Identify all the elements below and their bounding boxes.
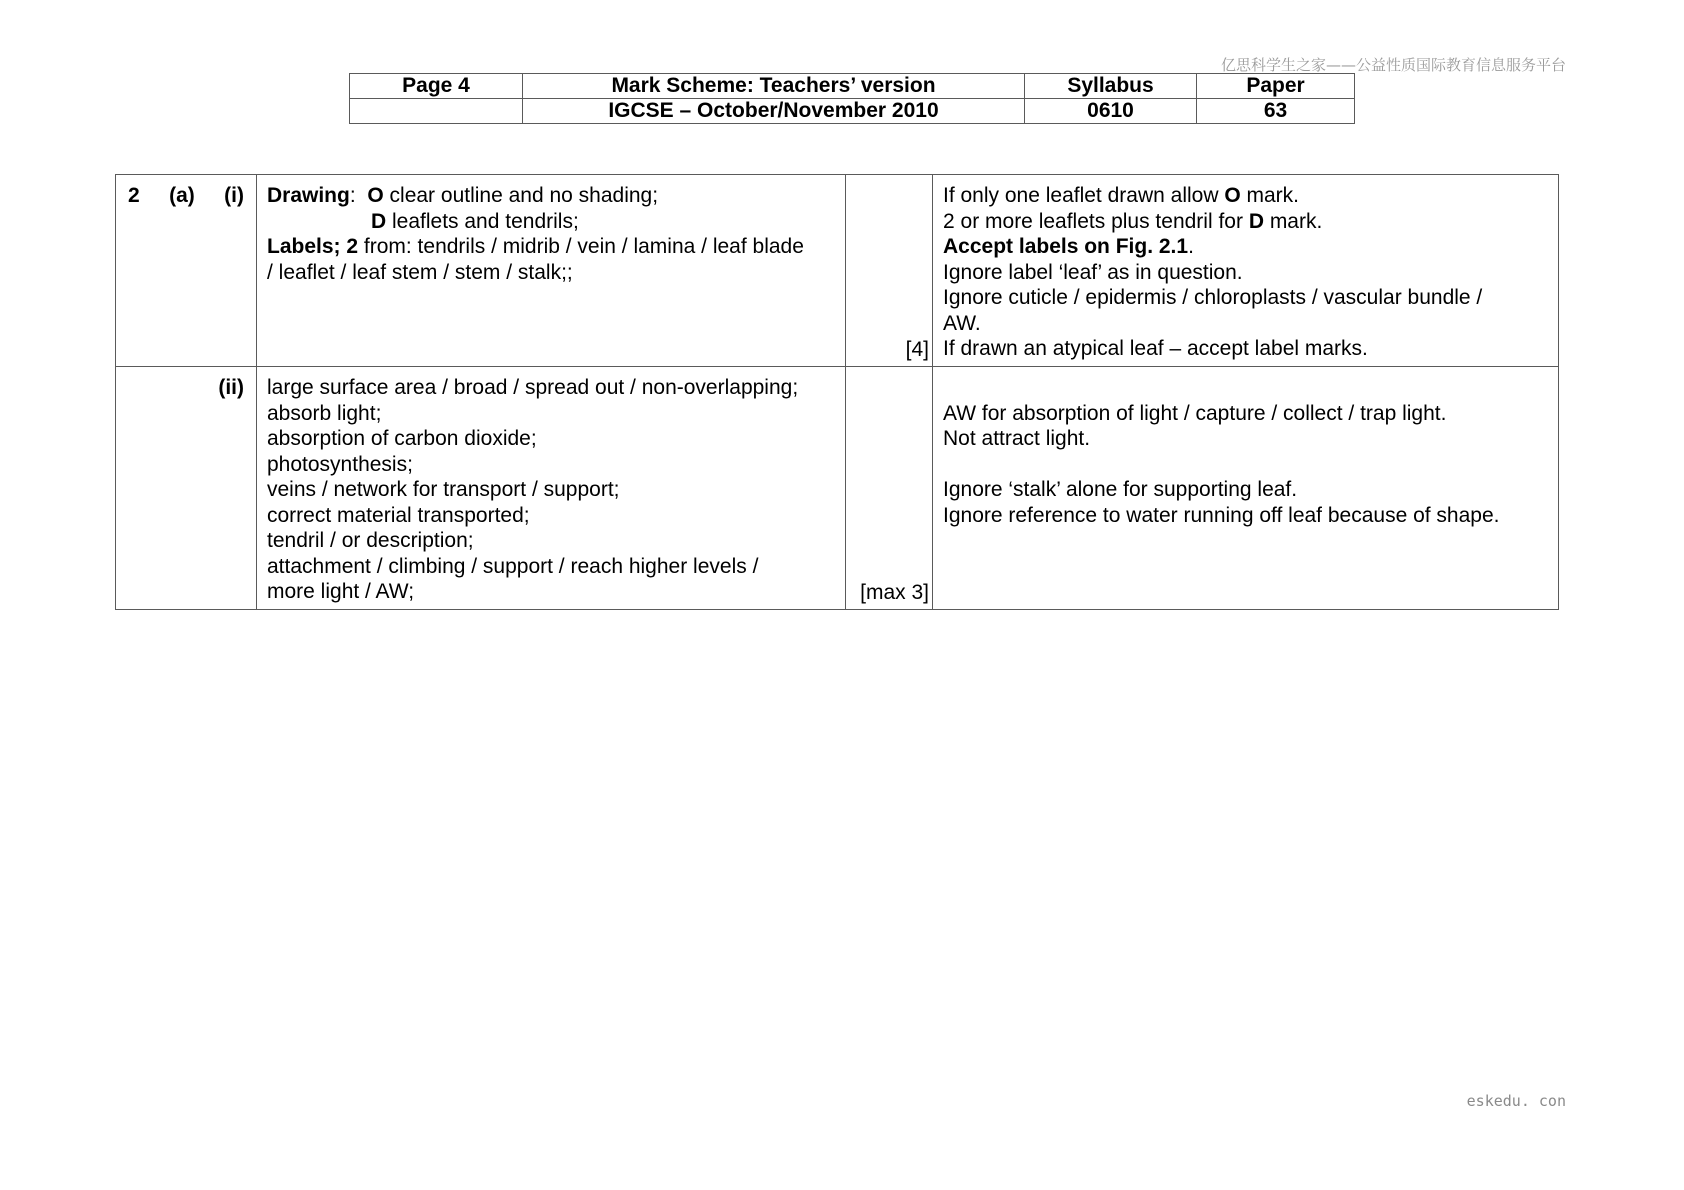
- guidance-line: [943, 452, 1548, 478]
- guidance-line: Ignore reference to water running off leaf because of shape.: [943, 503, 1500, 527]
- guidance-line: Ignore ‘stalk’ alone for supporting leaf.: [943, 478, 1298, 501]
- answer-text: leaflets and tendrils;: [386, 209, 579, 233]
- mark-scheme-table: [115, 174, 1559, 610]
- question-number: 2: [128, 184, 140, 207]
- header-table: [349, 73, 1355, 124]
- answer-line: absorb light;: [267, 401, 382, 425]
- question-subpart: (i): [224, 184, 244, 207]
- guidance-text: 2 or more leaflets plus tendril for: [943, 209, 1249, 233]
- guidance-line: [943, 375, 1548, 401]
- drawing-colon: :: [349, 184, 368, 207]
- mark-code-d: D: [1248, 209, 1264, 233]
- answer-line: large surface area / broad / spread out / non-overlapping;: [267, 376, 799, 399]
- answer-line: / leaflet / leaf stem / stem / stalk;;: [267, 260, 573, 284]
- mark-code-o: O: [1224, 184, 1241, 207]
- question-number-cell: [116, 367, 257, 610]
- answer-text: clear outline and no shading;: [383, 184, 659, 207]
- table-row: [116, 175, 1559, 367]
- paper-label: Paper: [1197, 74, 1355, 99]
- answer-cell: [257, 175, 846, 367]
- drawing-label: Drawing: [267, 184, 350, 207]
- marks-cell: [846, 367, 933, 610]
- labels-label: Labels; 2: [267, 235, 359, 258]
- answer-cell: [257, 367, 846, 610]
- guidance-bold-text: Accept labels on Fig. 2.1: [943, 235, 1189, 258]
- answer-line: [267, 234, 835, 260]
- marks-value: [max 3]: [860, 580, 929, 604]
- guidance-text: mark.: [1240, 184, 1300, 207]
- answer-line: attachment / climbing / support / reach higher levels /: [267, 554, 759, 578]
- marks-cell: [846, 175, 933, 367]
- guidance-text: .: [1188, 235, 1194, 258]
- answer-line: absorption of carbon dioxide;: [267, 427, 537, 450]
- answer-line: photosynthesis;: [267, 452, 413, 476]
- document-subtitle: IGCSE – October/November 2010: [523, 99, 1025, 124]
- watermark-top: 亿思科学生之家——公益性质国际教育信息服务平台: [1220, 56, 1566, 74]
- guidance-line: [943, 183, 1548, 209]
- guidance-line: Not attract light.: [943, 427, 1091, 450]
- syllabus-value: 0610: [1025, 99, 1197, 124]
- guidance-line: Ignore label ‘leaf’ as in question.: [943, 260, 1243, 284]
- answer-line: [267, 209, 835, 235]
- mark-code-o: O: [367, 184, 384, 207]
- answer-line: veins / network for transport / support;: [267, 478, 620, 501]
- guidance-line: If drawn an atypical leaf – accept label marks.: [943, 337, 1368, 360]
- guidance-cell: [933, 175, 1559, 367]
- answer-text: from: tendrils / midrib / vein / lamina / leaf blade: [358, 235, 804, 258]
- guidance-line: AW for absorption of light / capture / collect / trap light.: [943, 401, 1447, 425]
- syllabus-label: Syllabus: [1025, 74, 1197, 99]
- answer-line: [267, 183, 835, 209]
- watermark-bottom: eskedu. con: [1466, 1092, 1566, 1110]
- guidance-line: AW.: [943, 311, 981, 335]
- answer-line: tendril / or description;: [267, 529, 474, 552]
- page-number: Page 4: [350, 74, 523, 99]
- guidance-text: mark.: [1263, 209, 1323, 233]
- answer-line: more light / AW;: [267, 580, 415, 603]
- guidance-line: [943, 209, 1548, 235]
- guidance-text: If only one leaflet drawn allow: [943, 184, 1225, 207]
- question-subpart: (ii): [218, 376, 244, 399]
- guidance-line: [943, 234, 1548, 260]
- table-row: [116, 367, 1559, 610]
- paper-value: 63: [1197, 99, 1355, 124]
- mark-code-d: D: [371, 209, 387, 233]
- document-title: Mark Scheme: Teachers’ version: [523, 74, 1025, 99]
- guidance-line: Ignore cuticle / epidermis / chloroplasts / vascular bundle /: [943, 286, 1483, 309]
- header-empty-cell: [350, 99, 523, 124]
- marks-value: [4]: [905, 337, 929, 361]
- guidance-cell: [933, 367, 1559, 610]
- question-number-cell: [116, 175, 257, 367]
- question-part: (a): [169, 184, 195, 207]
- answer-line: correct material transported;: [267, 503, 530, 527]
